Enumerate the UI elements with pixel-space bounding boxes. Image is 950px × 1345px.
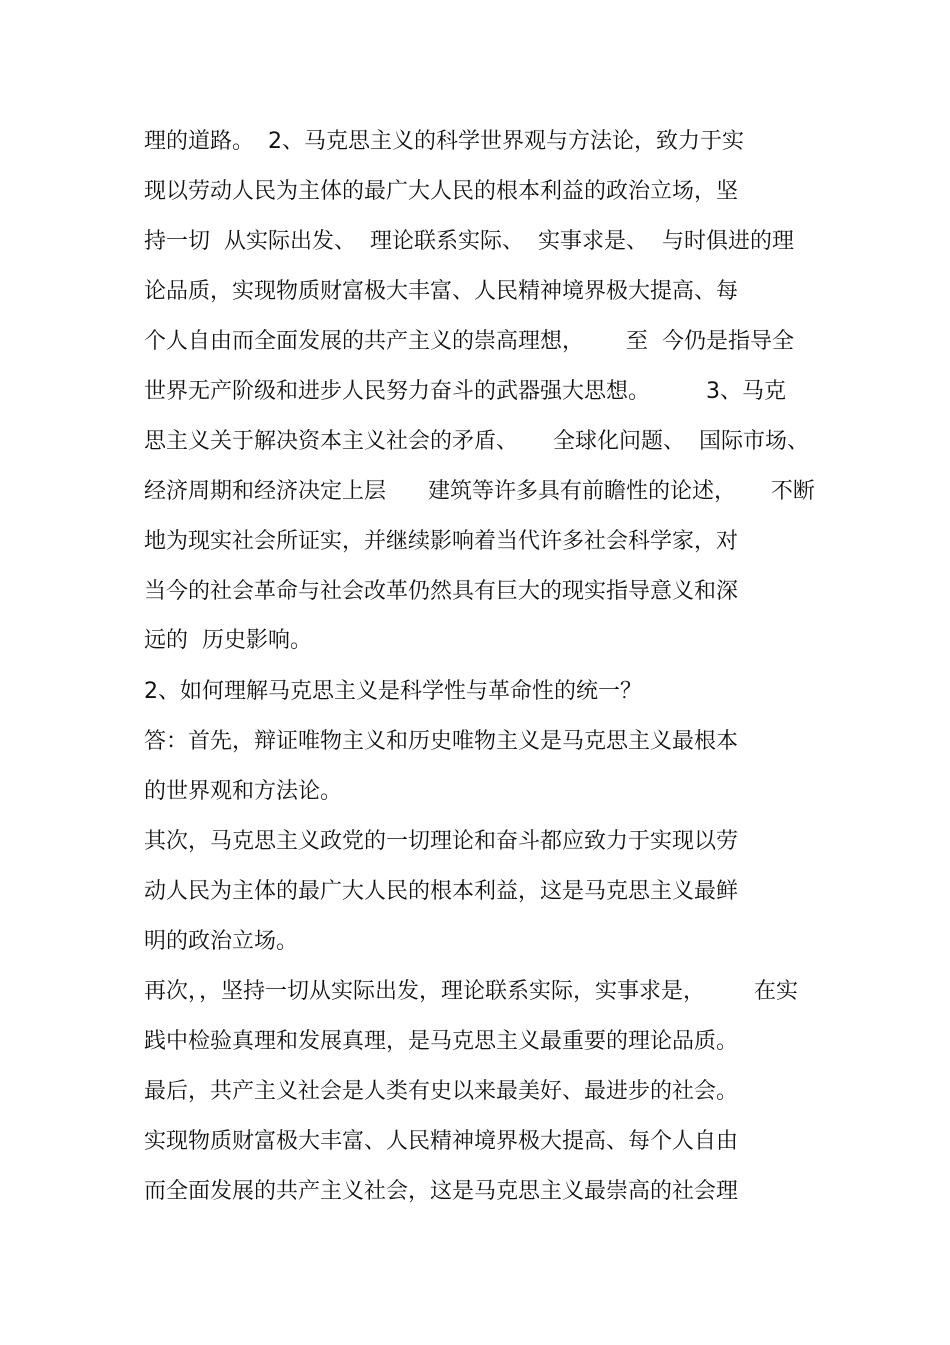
text-line: 持一切 从实际出发、 理论联系实际、 实事求是、 与时俱进的理 xyxy=(144,229,794,254)
text-line: 现以劳动人民为主体的最广大人民的根本利益的政治立场，坚 xyxy=(144,179,739,204)
text-line: 思主义关于解决资本主义社会的矛盾、 全球化问题、 国际市场、 xyxy=(144,429,809,454)
text-line: 其次，马克思主义政党的一切理论和奋斗都应致力于实现以劳 xyxy=(144,829,739,854)
text-line: 当今的社会革命与社会改革仍然具有巨大的现实指导意义和深 xyxy=(144,579,739,604)
text-line: 最后，共产主义社会是人类有史以来最美好、最进步的社会。 xyxy=(144,1079,739,1104)
text-line: 的世界观和方法论。 xyxy=(144,779,343,804)
text-line: 经济周期和经济决定上层 建筑等许多具有前瞻性的论述， 不断 xyxy=(144,479,815,504)
text-line: 再次，，坚持一切从实际出发，理论联系实际，实事求是， 在实 xyxy=(144,979,798,1004)
text-line: 论品质，实现物质财富极大丰富、人民精神境界极大提高、每 xyxy=(144,279,739,304)
text-line: 动人民为主体的最广大人民的根本利益，这是马克思主义最鲜 xyxy=(144,879,739,904)
text-line: 理的道路。 2、马克思主义的科学世界观与方法论，致力于实 xyxy=(144,129,744,154)
text-line: 明的政治立场。 xyxy=(144,929,299,954)
text-line: 践中检验真理和发展真理，是马克思主义最重要的理论品质。 xyxy=(144,1029,739,1054)
text-line: 世界无产阶级和进步人民努力奋斗的武器强大思想。 3、马克 xyxy=(144,379,786,404)
text-line: 而全面发展的共产主义社会，这是马克思主义最崇高的社会理 xyxy=(144,1179,739,1204)
text-line: 地为现实社会所证实，并继续影响着当代许多社会科学家，对 xyxy=(144,529,739,554)
text-line: 远的 历史影响。 xyxy=(144,628,312,653)
text-line: 实现物质财富极大丰富、人民精神境界极大提高、每个人自由 xyxy=(144,1129,739,1154)
text-line: 个人自由而全面发展的共产主义的崇高理想， 至 今仍是指导全 xyxy=(144,329,794,354)
question-heading: 2、如何理解马克思主义是科学性与革命性的统一？ xyxy=(144,679,642,704)
text-line: 答：首先，辩证唯物主义和历史唯物主义是马克思主义最根本 xyxy=(144,729,739,754)
